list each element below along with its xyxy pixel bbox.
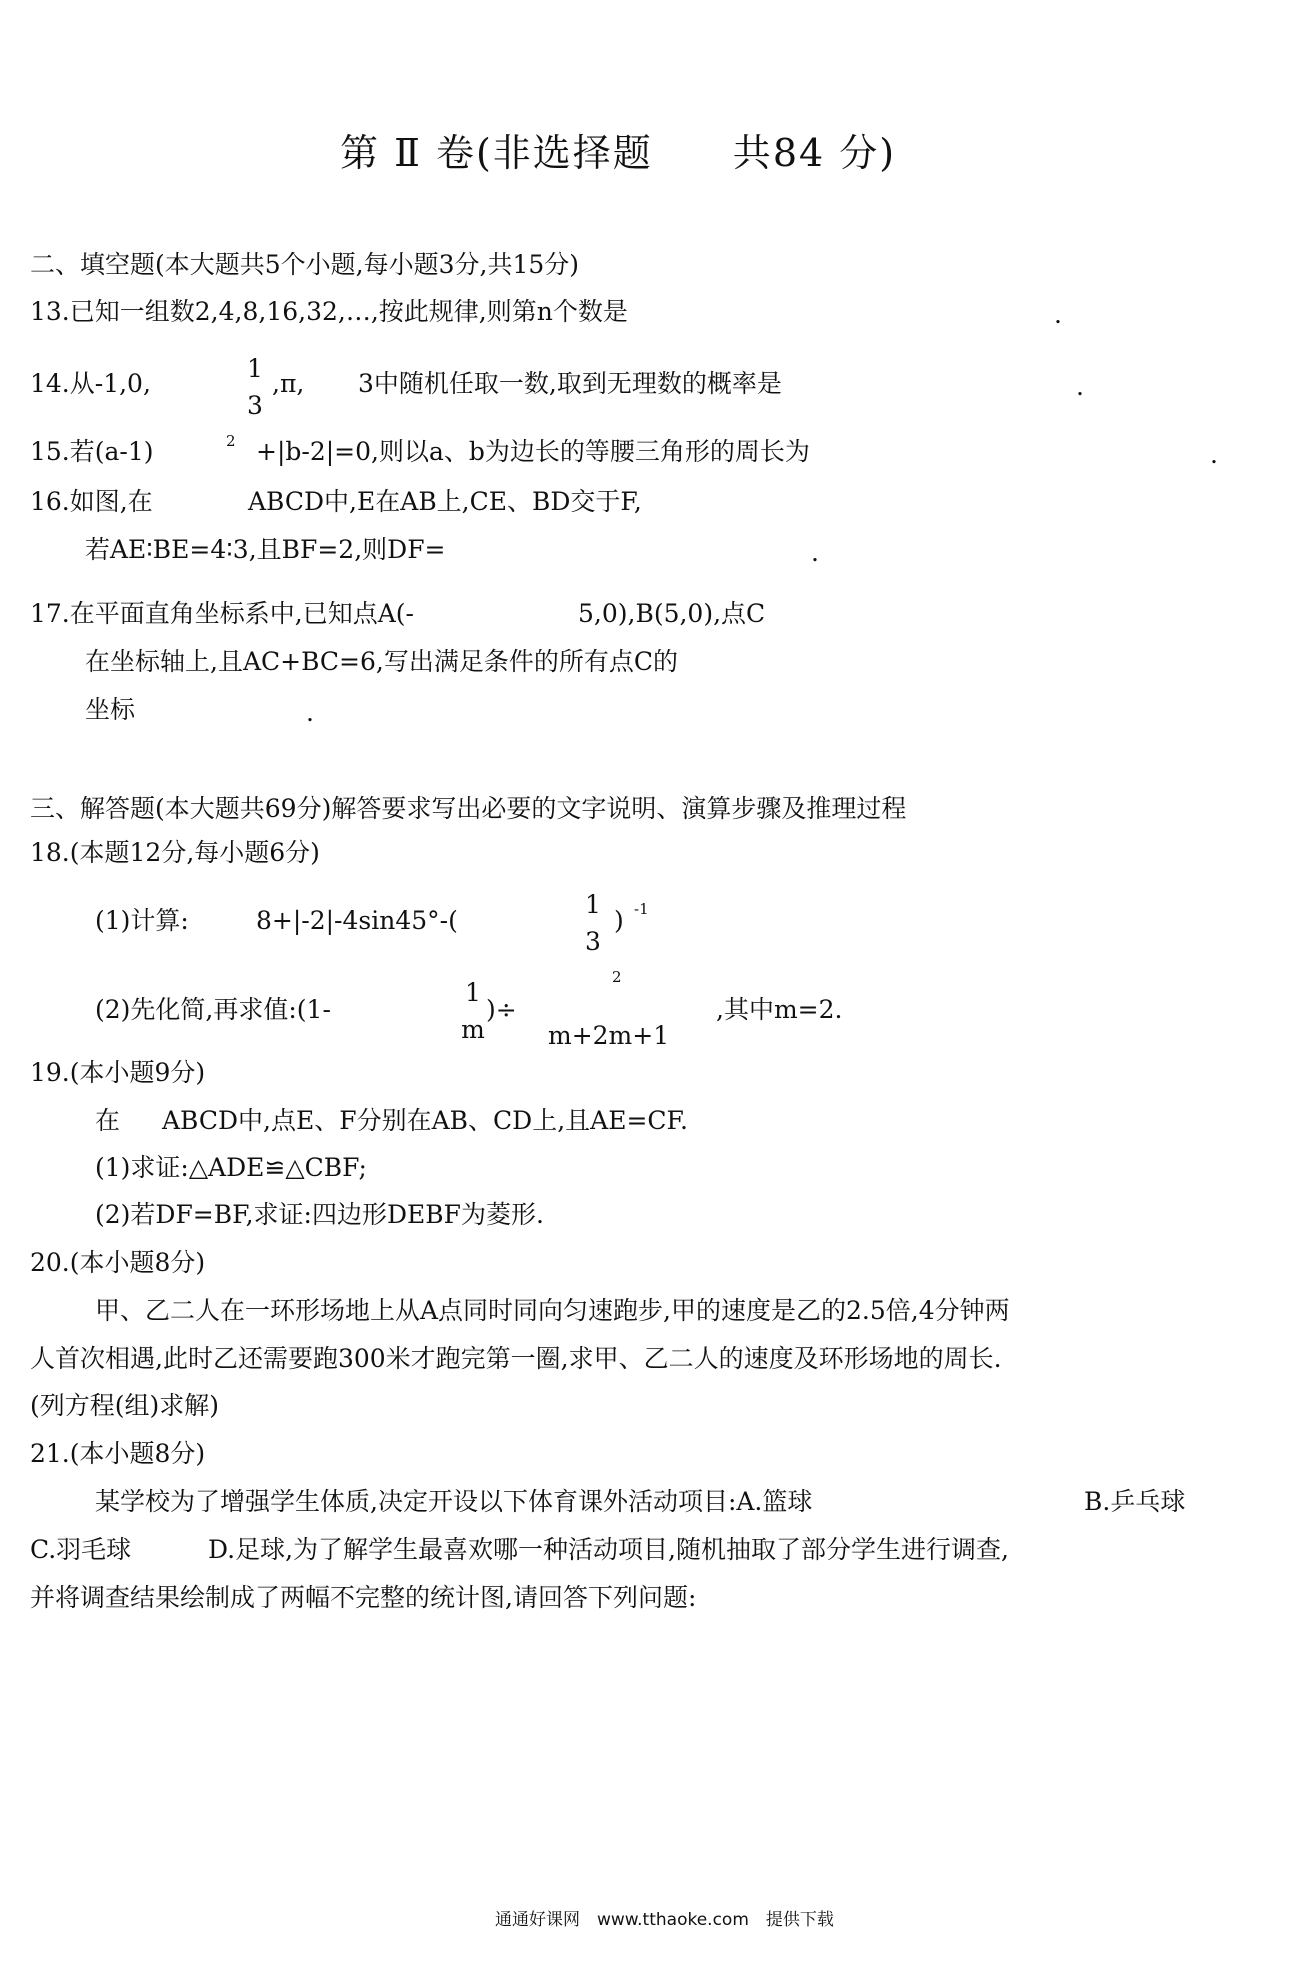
question-18-2-divide: )÷ — [486, 995, 517, 1024]
question-19-part-a: 在 — [95, 1106, 121, 1135]
question-20-line-3: (列方程(组)求解) — [30, 1391, 220, 1420]
question-16-part-c: 若AE∶BE=4∶3,且BF=2,则DF= — [85, 535, 446, 564]
page-footer: 通通好课网 www.tthaoke.com 提供下载 — [495, 1910, 834, 1930]
question-17-part-d: 坐标 — [85, 695, 136, 724]
question-19-1: (1)求证:△ADE≌△CBF; — [95, 1153, 367, 1182]
answer-blank-14: . — [1076, 372, 1084, 401]
fraction-one-over-m — [458, 978, 488, 1044]
question-20-line-1: 甲、乙二人在一环形场地上从A点同时同向匀速跑步,甲的速度是乙的2.5倍,4分钟两 — [95, 1296, 1010, 1325]
fraction-denominator: 3 — [247, 391, 263, 420]
answer-blank-13: . — [1054, 300, 1062, 329]
question-17-part-b: 5,0),B(5,0),点C — [578, 599, 766, 628]
fraction-denominator: m — [461, 1015, 485, 1044]
question-16-part-a: 16.如图,在 — [30, 487, 153, 516]
fraction-one-third-18 — [578, 890, 608, 956]
question-21-line-3: 并将调查结果绘制成了两幅不完整的统计图,请回答下列问题: — [30, 1583, 697, 1612]
question-18: 18.(本题12分,每小题6分) — [30, 838, 320, 867]
section3-heading: 三、解答题(本大题共69分)解答要求写出必要的文字说明、演算步骤及推理过程 — [30, 794, 907, 823]
question-18-2-label: (2)先化简,再求值:(1- — [95, 995, 331, 1024]
fraction-numerator: 1 — [465, 978, 481, 1007]
page-title: 第 Ⅱ 卷(非选择题 共84 分) — [340, 131, 897, 175]
question-18-1-label: (1)计算: — [95, 906, 189, 935]
question-20-line-2: 人首次相遇,此时乙还需要跑300米才跑完第一圈,求甲、乙二人的速度及环形场地的周长. — [30, 1344, 1002, 1373]
question-19-part-b: ABCD中,点E、F分别在AB、CD上,且AE=CF. — [162, 1106, 688, 1135]
fraction-one-third — [240, 354, 270, 420]
question-14-part-b: ,π, — [272, 369, 305, 398]
question-18-1-expression: 8+|-2|-4sin45°-( — [256, 906, 458, 935]
exponent-2: 2 — [226, 432, 236, 450]
exponent-minus-1: -1 — [634, 900, 649, 918]
question-18-2-condition: ,其中m=2. — [716, 995, 843, 1024]
answer-blank-16: . — [811, 538, 819, 567]
question-18-2-denominator: m+2m+1 — [548, 1021, 670, 1050]
question-21-line-1b: B.乒乓球 — [1084, 1487, 1186, 1516]
question-15-part-b: +|b-2|=0,则以a、b为边长的等腰三角形的周长为 — [256, 437, 810, 466]
question-17-part-a: 17.在平面直角坐标系中,已知点A(- — [30, 599, 414, 628]
section2-heading: 二、填空题(本大题共5个小题,每小题3分,共15分) — [30, 250, 580, 279]
question-21-line-2b: D.足球,为了解学生最喜欢哪一种活动项目,随机抽取了部分学生进行调查, — [208, 1535, 1009, 1564]
fraction-numerator: 1 — [247, 354, 263, 383]
answer-blank-15: . — [1210, 440, 1218, 469]
question-18-1-close: ) — [614, 906, 624, 935]
question-14-part-c: 3中随机任取一数,取到无理数的概率是 — [358, 369, 782, 398]
question-19-2: (2)若DF=BF,求证:四边形DEBF为菱形. — [95, 1200, 544, 1229]
question-17-part-c: 在坐标轴上,且AC+BC=6,写出满足条件的所有点C的 — [85, 647, 678, 676]
question-19: 19.(本小题9分) — [30, 1058, 206, 1087]
question-15-part-a: 15.若(a-1) — [30, 437, 154, 466]
question-14-part-a: 14.从-1,0, — [30, 369, 151, 398]
question-13: 13.已知一组数2,4,8,16,32,…,按此规律,则第n个数是 — [30, 297, 628, 326]
question-20: 20.(本小题8分) — [30, 1248, 206, 1277]
question-16-part-b: ABCD中,E在AB上,CE、BD交于F, — [248, 487, 642, 516]
fraction-numerator: 1 — [585, 890, 601, 919]
question-21-line-1a: 某学校为了增强学生体质,决定开设以下体育课外活动项目:A.篮球 — [95, 1487, 813, 1516]
exponent-2-b: 2 — [612, 968, 622, 986]
answer-blank-17: . — [306, 698, 314, 727]
fraction-denominator: 3 — [585, 927, 601, 956]
question-21: 21.(本小题8分) — [30, 1439, 206, 1468]
question-21-line-2a: C.羽毛球 — [30, 1535, 132, 1564]
